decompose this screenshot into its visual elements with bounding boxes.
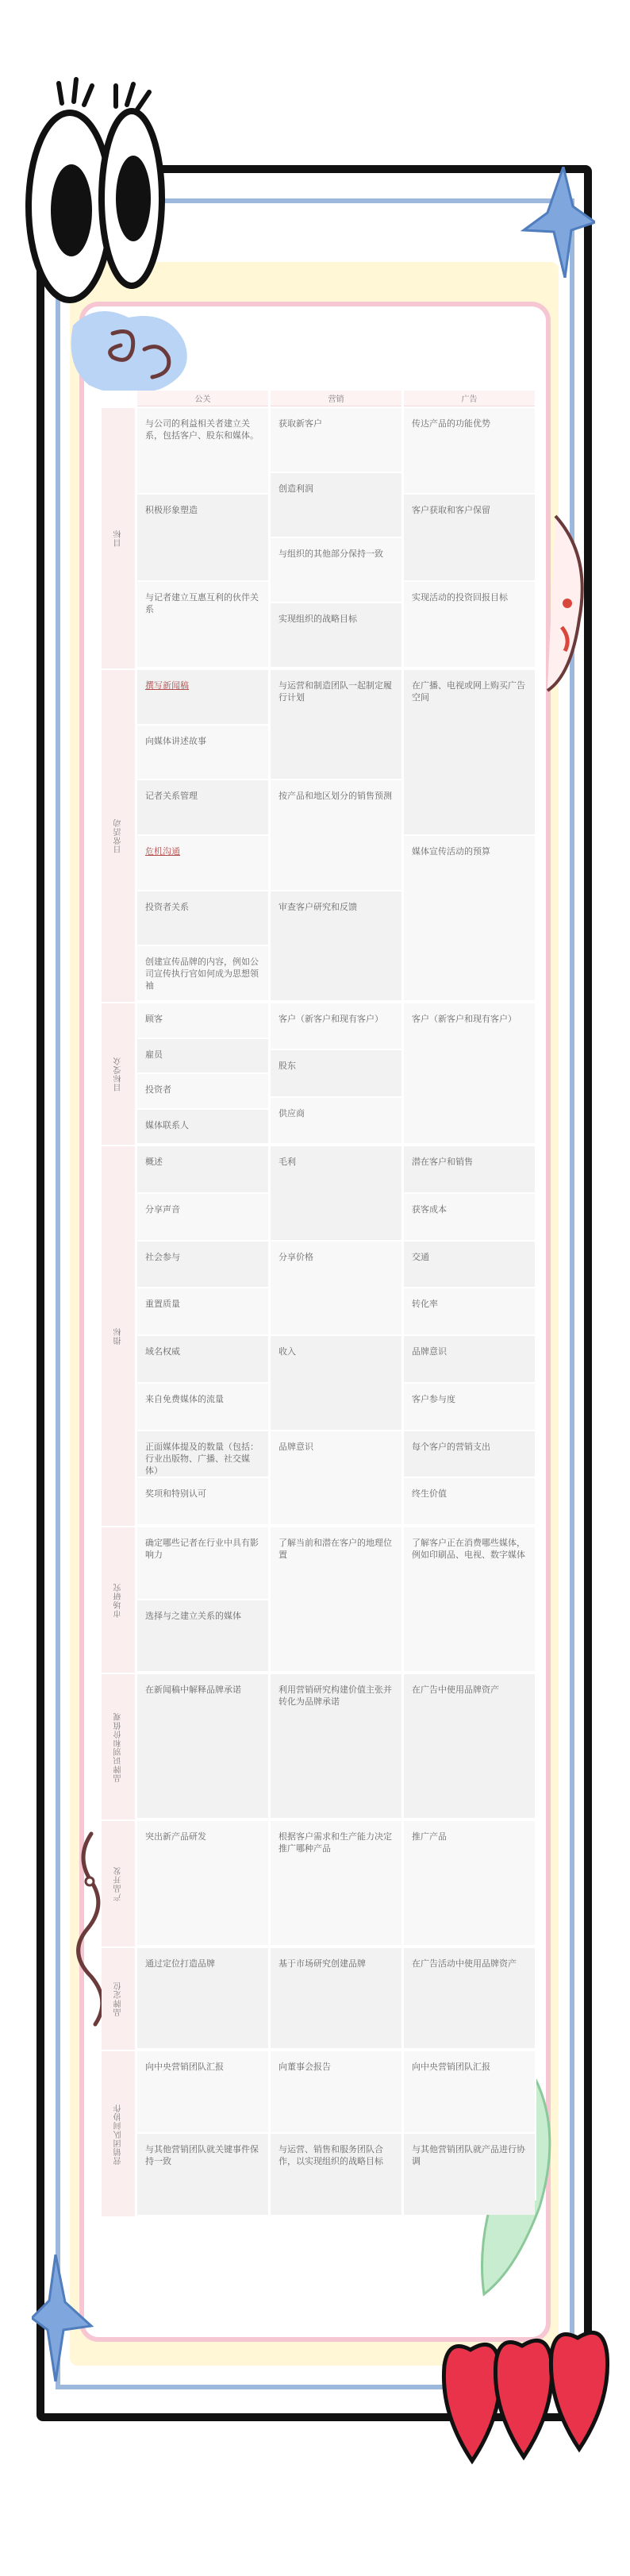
table-cell: 品牌意识 [271, 1431, 401, 1525]
table-cell: 在广告中使用品牌资产 [404, 1674, 535, 1818]
table-cell: 利用营销研究构建价值主张并转化为品牌承诺 [271, 1674, 401, 1818]
table-cell: 来自免费媒体的流量 [137, 1384, 268, 1430]
section-label: 目标 [102, 408, 135, 668]
table-cell: 毛利 [271, 1146, 401, 1240]
table-cell: 投资者关系 [137, 891, 268, 945]
cell-link[interactable]: 危机沟通 [145, 846, 180, 857]
table-cell: 重置质量 [137, 1288, 268, 1334]
table-cell: 在广告活动中使用品牌资产 [404, 1948, 535, 2048]
section-label: 指标 [102, 1146, 135, 1526]
star-icon [516, 167, 595, 278]
table-cell: 雇员 [137, 1039, 268, 1073]
table-cell: 传达产品的功能优势 [404, 408, 535, 493]
table-cell: 潜在客户和销售 [404, 1146, 535, 1192]
comparison-table [102, 391, 536, 2201]
table-cell: 向董事会报告 [271, 2051, 401, 2132]
table-cell: 与记者建立互惠互利的伙伴关系 [137, 582, 268, 667]
table-cell: 域名权威 [137, 1336, 268, 1382]
table-cell: 确定哪些记者在行业中具有影响力 [137, 1527, 268, 1599]
table-cell: 奖项和特别认可 [137, 1478, 268, 1524]
section-label: 市场研究 [102, 1527, 135, 1673]
table-cell: 与组织的其他部分保持一致 [271, 538, 401, 602]
table-cell: 基于市场研究创建品牌 [271, 1948, 401, 2048]
table-cell: 按产品和地区划分的销售预测 [271, 780, 401, 889]
table-cell: 投资者 [137, 1074, 268, 1108]
table-cell: 交通 [404, 1242, 535, 1288]
table-cell: 向中央营销团队汇报 [137, 2051, 268, 2132]
table-cell: 分享价格 [271, 1242, 401, 1335]
blob-swirl-icon [65, 302, 200, 405]
table-cell: 收入 [271, 1336, 401, 1430]
table-cell: 与运营和制造团队一起制定履行计划 [271, 670, 401, 779]
googly-eyes-icon [14, 48, 165, 310]
section-label: 品牌定位 [102, 1948, 135, 2050]
table-cell: 客户获取和客户保留 [404, 495, 535, 580]
table-cell[interactable] [137, 836, 268, 890]
table-cell[interactable] [137, 670, 268, 724]
heart-icon [492, 2314, 555, 2465]
table-cell: 媒体联系人 [137, 1110, 268, 1144]
table-cell: 突出新产品研发 [137, 1821, 268, 1945]
table-cell: 选择与之建立关系的媒体 [137, 1600, 268, 1672]
column-header-marketing: 营销 [271, 391, 401, 406]
table-cell: 与运营、销售和服务团队合作，以实现组织的战略目标 [271, 2134, 401, 2215]
table-cell: 通过定位打造品牌 [137, 1948, 268, 2048]
table-cell: 了解当前和潜在客户的地理位置 [271, 1527, 401, 1671]
star-icon [32, 2254, 95, 2382]
table-cell: 获客成本 [404, 1194, 535, 1240]
table-cell: 向中央营销团队汇报 [404, 2051, 535, 2132]
column-header-advertising: 广告 [404, 391, 535, 406]
table-cell: 客户（新客户和现有客户） [271, 1003, 401, 1049]
table-cell: 社会参与 [137, 1242, 268, 1288]
table-cell: 积极形象塑造 [137, 495, 268, 580]
table-cell: 客户（新客户和现有客户） [404, 1003, 535, 1143]
table-cell: 每个客户的营销支出 [404, 1431, 535, 1477]
table-cell: 在新闻稿中解释品牌承诺 [137, 1674, 268, 1818]
table-cell: 客户参与度 [404, 1384, 535, 1430]
section-label: 日常活动 [102, 670, 135, 1002]
cell-link[interactable]: 撰写新闻稿 [145, 680, 189, 691]
table-cell: 媒体宣传活动的预算 [404, 836, 535, 1000]
table-cell: 概述 [137, 1146, 268, 1192]
table-cell: 获取新客户 [271, 408, 401, 472]
table-cell: 股东 [271, 1050, 401, 1095]
table-cell: 顾客 [137, 1003, 268, 1038]
table-cell: 推广产品 [404, 1821, 535, 1945]
table-cell: 与公司的利益相关者建立关系，包括客户、股东和媒体。 [137, 408, 268, 493]
table-cell: 品牌意识 [404, 1336, 535, 1382]
section-label: 产品开发 [102, 1821, 135, 1946]
table-cell: 实现组织的战略目标 [271, 603, 401, 667]
table-cell: 转化率 [404, 1288, 535, 1334]
table-cell: 审查客户研究和反馈 [271, 891, 401, 1000]
section-label: 目标受众 [102, 1003, 135, 1145]
heart-icon [547, 2306, 611, 2457]
table-cell: 分享声音 [137, 1194, 268, 1240]
section-label: 品牌识别和价值观 [102, 1674, 135, 1819]
table-cell: 在广播、电视或网上购买广告空间 [404, 670, 535, 834]
table-cell: 根据客户需求和生产能力决定推广哪种产品 [271, 1821, 401, 1945]
table-cell: 创造利润 [271, 473, 401, 537]
table-cell: 了解客户正在消费哪些媒体，例如印刷品、电视、数字媒体 [404, 1527, 535, 1671]
table-cell: 终生价值 [404, 1478, 535, 1524]
table-cell: 与其他营销团队就关键事件保持一致 [137, 2134, 268, 2215]
table-cell: 记者关系管理 [137, 780, 268, 834]
table-cell: 实现活动的投资回报目标 [404, 582, 535, 667]
column-header-pr: 公关 [137, 391, 268, 406]
table-cell: 创建宣传品牌的内容，例如公司宣传执行官如何成为思想领袖 [137, 946, 268, 1000]
table-cell: 与其他营销团队就产品进行协调 [404, 2134, 535, 2215]
table-cell: 正面媒体提及的数量（包括：行业出版物、广播、社交媒体） [137, 1431, 268, 1477]
table-cell: 向媒体讲述故事 [137, 726, 268, 780]
table-cell: 供应商 [271, 1098, 401, 1143]
section-label: 营销团队间协作 [102, 2051, 135, 2216]
